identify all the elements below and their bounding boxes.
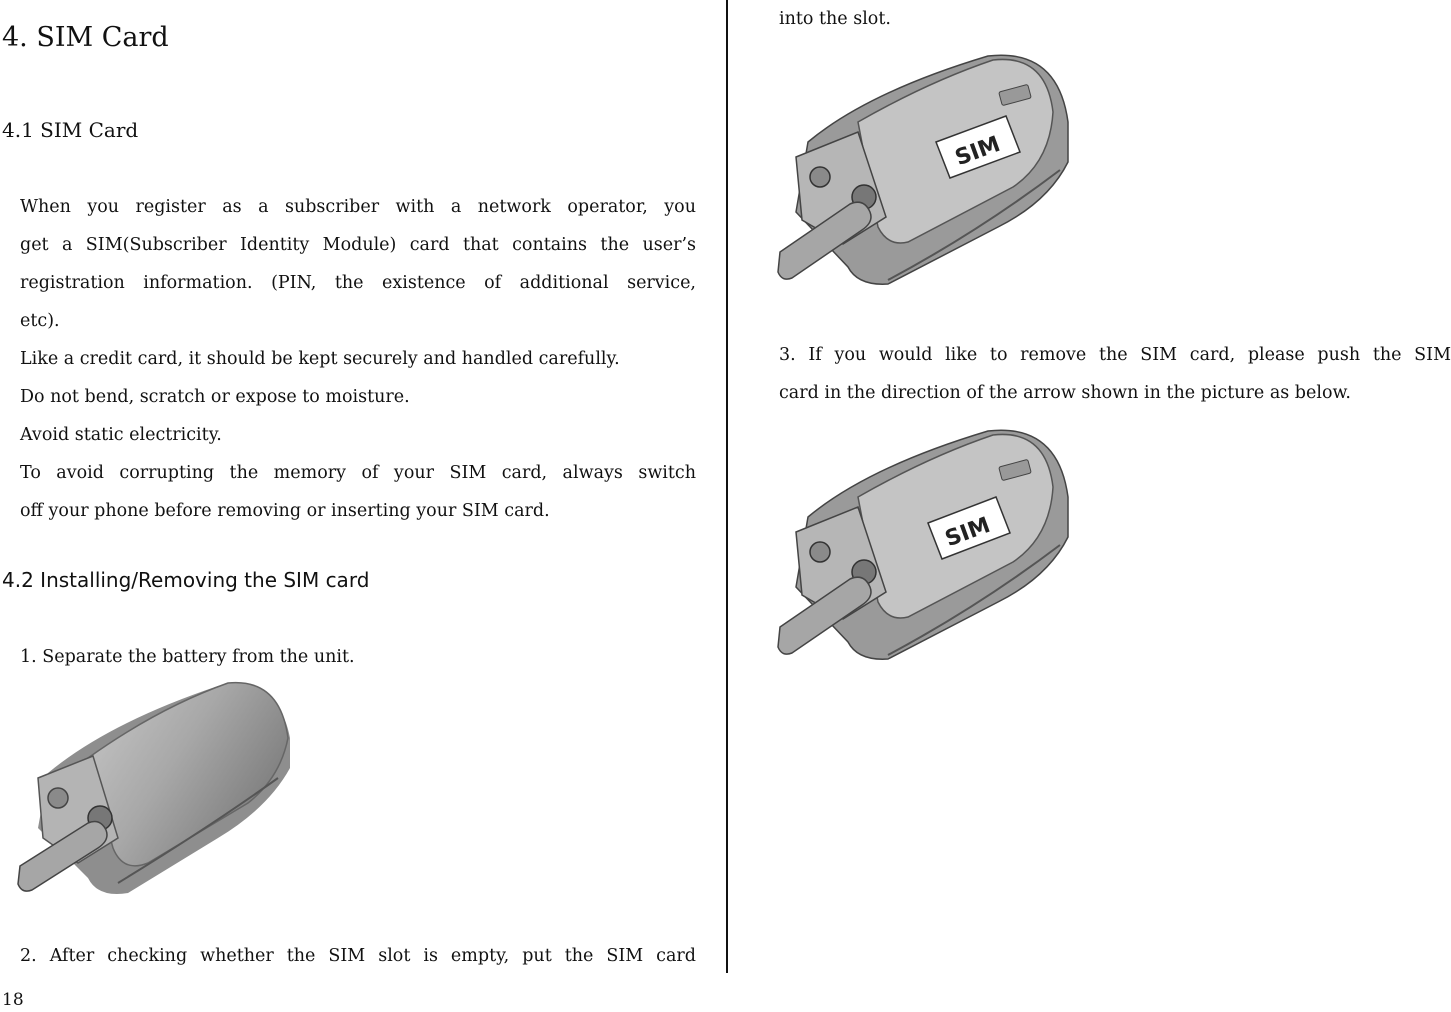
- paragraph-line: When you register as a subscriber with a network operator, you: [20, 197, 696, 217]
- sim-label: SIM: [951, 131, 1004, 172]
- section-4-1-paragraph-1: [20, 188, 696, 530]
- page-number: 18: [2, 990, 24, 1010]
- sim-insert-illustration: [778, 52, 1070, 286]
- paragraph-line: Do not bend, scratch or expose to moisture.: [20, 387, 410, 407]
- section-4-2-title: 4.2 Installing/Removing the SIM card: [2, 568, 370, 592]
- page-title: 4. SIM Card: [2, 22, 169, 53]
- phone-battery-illustration: [18, 678, 292, 898]
- paragraph-line: Avoid static electricity.: [20, 425, 222, 445]
- paragraph-line: Like a credit card, it should be kept securely and handled carefully.: [20, 349, 620, 369]
- paragraph-line: get a SIM(Subscriber Identity Module) card that contains the user’s: [20, 235, 696, 255]
- paragraph-line: card in the direction of the arrow shown in the picture as below.: [779, 383, 1351, 403]
- step-1-text: 1. Separate the battery from the unit.: [20, 647, 355, 667]
- step-3-text: [779, 336, 1451, 412]
- paragraph-line: 2. After checking whether the SIM slot is empty, put the SIM card: [20, 946, 696, 966]
- step-2-line-1: [20, 937, 696, 975]
- paragraph-line: To avoid corrupting the memory of your SIM card, always switch: [20, 463, 696, 483]
- sim-label: SIM: [941, 512, 994, 553]
- column-divider: [726, 0, 728, 973]
- paragraph-line: registration information. (PIN, the existence of additional service,: [20, 273, 696, 293]
- step-2-line-2: into the slot.: [779, 9, 891, 29]
- paragraph-line: 3. If you would like to remove the SIM card, please push the SIM: [779, 345, 1451, 365]
- section-4-1-title: 4.1 SIM Card: [2, 118, 139, 142]
- paragraph-line: etc).: [20, 311, 60, 331]
- paragraph-line: off your phone before removing or inserting your SIM card.: [20, 501, 550, 521]
- sim-remove-illustration: [778, 427, 1070, 661]
